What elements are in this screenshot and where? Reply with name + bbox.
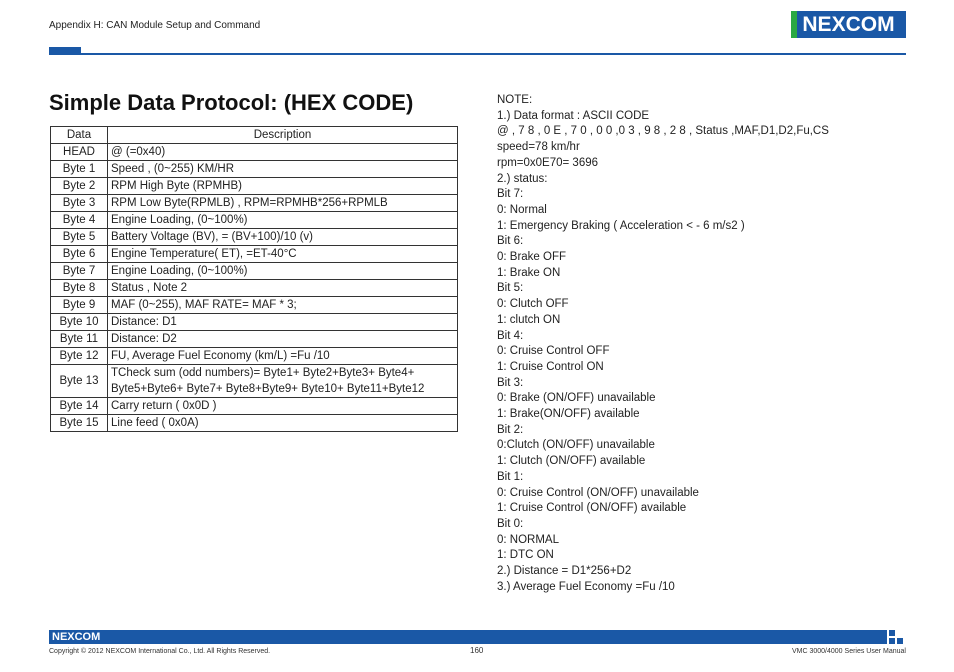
table-row [51,246,458,263]
logo-green-mark [791,11,797,38]
table-row [51,314,458,331]
data-cell: Byte 15 [51,415,108,432]
note-line: 1: Cruise Control (ON/OFF) available [497,502,687,515]
data-cell: Byte 14 [51,398,108,415]
note-line: 1: Cruise Control ON [497,360,604,373]
table-row [51,161,458,178]
table-row [51,212,458,229]
footer-bar [49,630,887,644]
note-line: Bit 4: [497,329,524,342]
note-line: 0: NORMAL [497,533,559,546]
data-cell: HEAD [51,144,108,161]
description-line: TCheck sum (odd numbers)= Byte1+ Byte2+Byte3+ Byte4+ [111,367,415,379]
table-row [51,280,458,297]
data-cell: Byte 6 [51,246,108,263]
footer-logo: NEXCOM [52,631,101,643]
table-row [51,331,458,348]
notes-block [497,93,917,596]
table-row [51,229,458,246]
table-row [51,398,458,415]
note-line: 1: Brake(ON/OFF) available [497,408,640,421]
description-line: Byte5+Byte6+ Byte7+ Byte8+Byte9+ Byte10+ Byte11+Byte12 [111,383,425,395]
description-cell: Line feed ( 0x0A) [108,415,458,432]
description-cell: MAF (0~255), MAF RATE= MAF * 3; [108,297,458,314]
description-cell: RPM Low Byte(RPMLB) , RPM=RPMHB*256+RPMLB [108,195,458,212]
description-cell: Battery Voltage (BV), = (BV+100)/10 (v) [108,229,458,246]
note-line: 0: Cruise Control OFF [497,345,610,358]
data-cell: Byte 2 [51,178,108,195]
table-row [51,195,458,212]
description-cell: RPM High Byte (RPMHB) [108,178,458,195]
data-cell: Byte 5 [51,229,108,246]
note-line: 3.) Average Fuel Economy =Fu /10 [497,580,675,593]
corner-square-icon [889,630,895,636]
logo-suffix: COM [845,13,895,36]
table-row [51,365,458,398]
description-cell: Distance: D2 [108,331,458,348]
note-line: 0: Cruise Control (ON/OFF) unavailable [497,486,699,499]
page-title: Simple Data Protocol: (HEX CODE) [49,90,414,115]
note-line: NOTE: [497,94,533,106]
data-cell: Byte 4 [51,212,108,229]
note-line: 0:Clutch (ON/OFF) unavailable [497,439,655,452]
table-row [51,178,458,195]
description-cell: Engine Loading, (0~100%) [108,263,458,280]
header-section-label: Appendix H: CAN Module Setup and Command [49,20,261,31]
note-line: 1.) Data format : ASCII CODE [497,109,650,122]
description-cell: FU, Average Fuel Economy (km/L) =Fu /10 [108,348,458,365]
logo-x: X [831,13,846,36]
note-line: 0: Clutch OFF [497,298,569,311]
corner-square-icon [897,638,903,644]
table-row [51,297,458,314]
note-line: Bit 1: [497,470,524,483]
description-cell: Engine Temperature( ET), =ET-40°C [108,246,458,263]
note-line: Bit 7: [497,188,524,201]
description-cell [108,365,458,398]
logo-text [802,11,894,38]
note-line: 1: Clutch (ON/OFF) available [497,455,646,468]
logo-prefix: NE [802,13,832,36]
footer-manual-title: VMC 3000/4000 Series User Manual [791,648,906,655]
note-line: 0: Brake OFF [497,251,567,264]
data-cell: Byte 1 [51,161,108,178]
note-line: 1: DTC ON [497,549,554,562]
note-line: speed=78 km/hr [497,141,580,154]
description-cell: Status , Note 2 [108,280,458,297]
data-cell: Byte 13 [51,365,108,398]
data-cell: Byte 11 [51,331,108,348]
data-cell: Byte 10 [51,314,108,331]
note-line: 0: Brake (ON/OFF) unavailable [497,392,656,405]
table-row [51,263,458,280]
column-header-description: Description [108,127,458,144]
table-header-row [51,127,458,144]
nexcom-logo [791,11,906,38]
page-number: 160 [470,646,484,655]
note-line: @ , 7 8 , 0 E , 7 0 , 0 0 ,0 3 , 9 8 , 2 8 , Status ,MAF,D1,D2,Fu,CS [497,125,829,138]
note-line: 1: Brake ON [497,266,561,279]
description-cell: Speed , (0~255) KM/HR [108,161,458,178]
note-line: Bit 0: [497,517,524,530]
note-line: Bit 6: [497,235,524,248]
top-accent-block [49,47,81,55]
corner-square-icon [889,638,895,644]
note-line: 2.) status: [497,172,548,185]
data-cell: Byte 7 [51,263,108,280]
note-line: 1: Emergency Braking ( Acceleration < - 6 m/s2 ) [497,219,745,232]
protocol-table [50,126,458,432]
description-cell: Distance: D1 [108,314,458,331]
data-cell: Byte 12 [51,348,108,365]
data-cell: Byte 3 [51,195,108,212]
note-line: rpm=0x0E70= 3696 [497,156,599,169]
note-line: 0: Normal [497,203,547,216]
note-line: Bit 3: [497,376,524,389]
column-header-data: Data [51,127,108,144]
table-row [51,348,458,365]
description-cell: Carry return ( 0x0D ) [108,398,458,415]
table-row [51,415,458,432]
data-cell: Byte 8 [51,280,108,297]
data-cell: Byte 9 [51,297,108,314]
top-rule [49,53,906,55]
note-line: 1: clutch ON [497,313,561,326]
description-cell: Engine Loading, (0~100%) [108,212,458,229]
table-row [51,144,458,161]
note-line: Bit 2: [497,423,524,436]
footer-copyright: Copyright © 2012 NEXCOM International Co., Ltd. All Rights Reserved. [49,648,271,655]
note-line: 2.) Distance = D1*256+D2 [497,565,632,578]
note-line: Bit 5: [497,282,524,295]
description-cell: @ (=0x40) [108,144,458,161]
